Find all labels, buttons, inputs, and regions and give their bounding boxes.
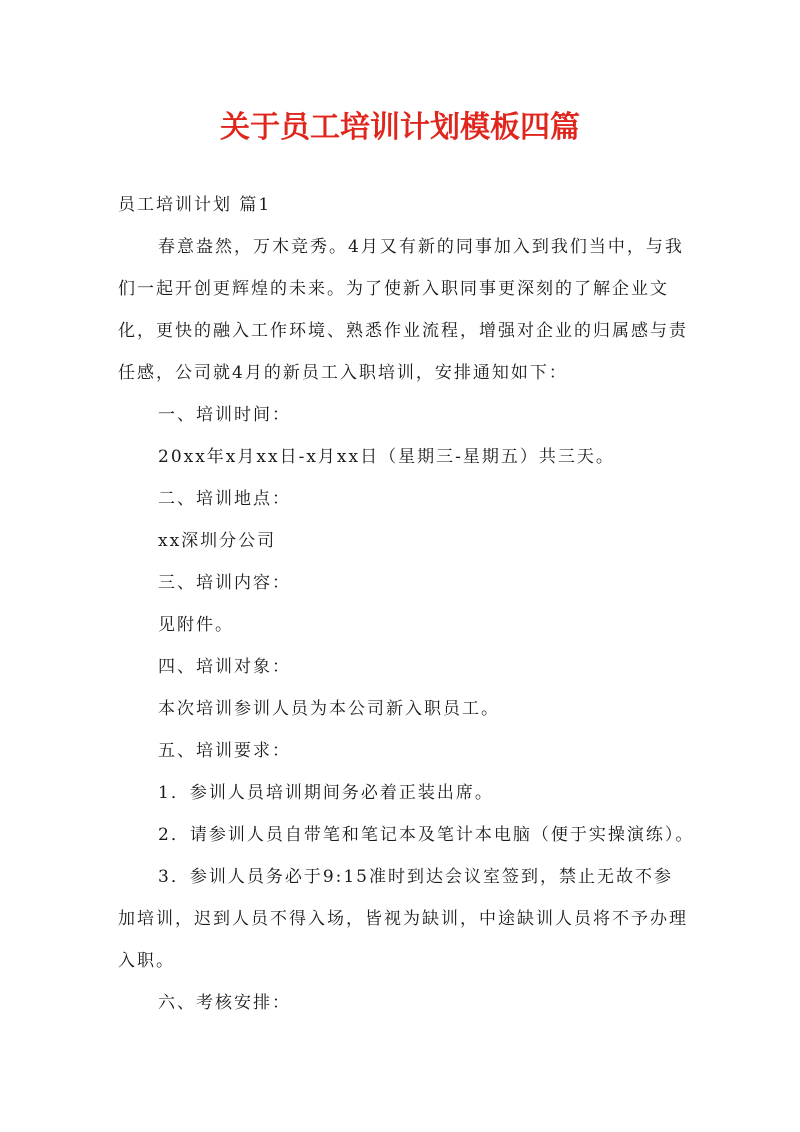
requirement-item: 1．参训人员培训期间务必着正装出席。 <box>158 783 494 803</box>
section-heading-requirements: 五、培训要求： <box>158 741 291 761</box>
requirement-item: 2．请参训人员自带笔和笔记本及笔计本电脑（便于实操演练）。 <box>158 825 695 845</box>
section-content-content: 见附件。 <box>158 615 234 635</box>
intro-paragraph: 春意盎然，万木竞秀。4月又有新的同事加入到我们当中，与我们一起开创更辉煌的未来。为了使新入职同事更深刻的了解企业文化，更快的融入工作环境、熟悉作业流程，增强对企业的归属感与责任感，公司就4月的新员工入职培训，安排通知如下： <box>118 237 688 383</box>
requirement-item: 3．参训人员务必于9:15准时到达会议室签到，禁止无故不参加培训，迟到人员不得入场，皆视为缺训，中途缺训人员将不予办理入职。 <box>118 867 688 971</box>
section-content-audience: 本次培训参训人员为本公司新入职员工。 <box>158 699 500 719</box>
section-heading-audience: 四、培训对象： <box>158 657 291 677</box>
section-content-time: 20xx年x月xx日-x月xx日（星期三-星期五）共三天。 <box>158 447 615 467</box>
section-heading-time: 一、培训时间： <box>158 405 291 425</box>
section-heading-assessment: 六、考核安排： <box>158 993 291 1013</box>
article-subtitle: 员工培训计划 篇1 <box>118 195 272 215</box>
document-title: 关于员工培训计划模板四篇 <box>220 110 580 145</box>
section-heading-content: 三、培训内容： <box>158 573 291 593</box>
section-heading-location: 二、培训地点： <box>158 489 291 509</box>
section-content-location: xx深圳分公司 <box>158 531 277 551</box>
